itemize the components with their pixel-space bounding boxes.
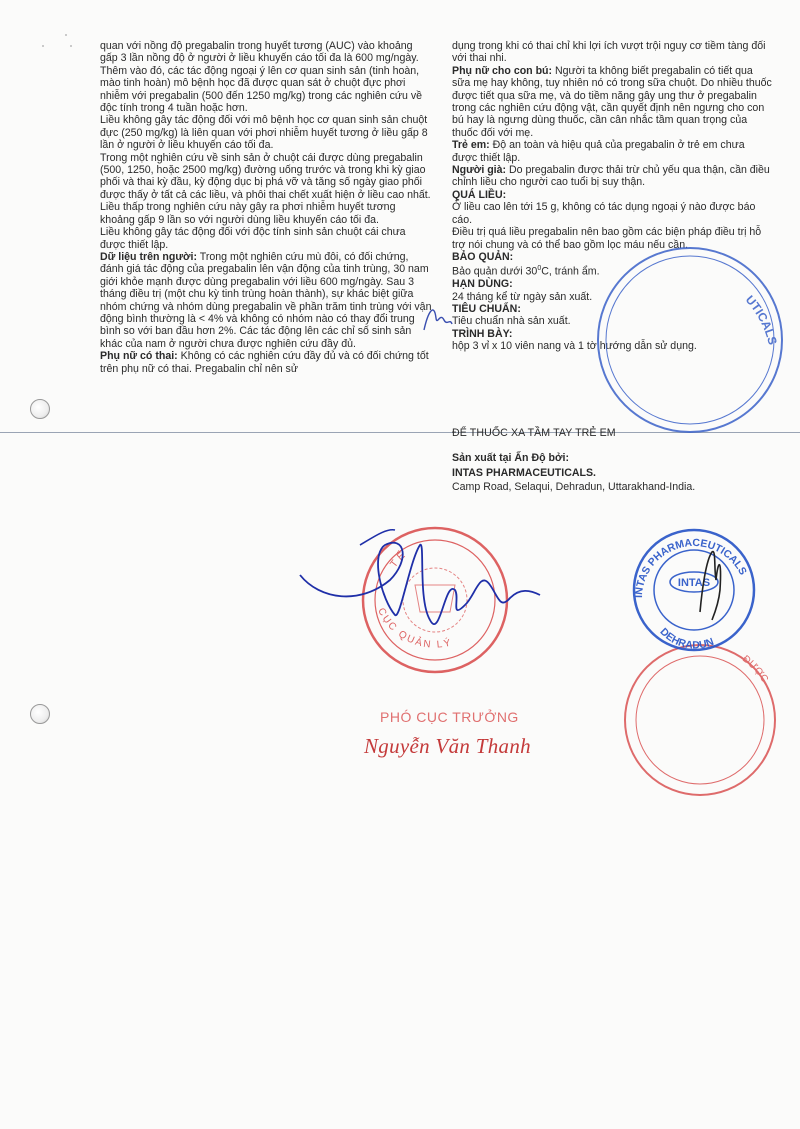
red-edge-textpath: ĐƯỢC: [740, 653, 771, 685]
red-seal-top-textpath: TẾ: [388, 548, 410, 570]
overdose-text-2: Điều trị quá liều pregabalin nên bao gồm các biện pháp điều trị hỗ trợ nói chung và có thể bao gồm lọc máu nếu cần.: [452, 226, 762, 251]
elderly-label: Người già:: [452, 164, 507, 177]
red-seal-bottom-textpath: CỤC QUẢN LÝ: [375, 606, 454, 651]
paragraph-pregnant-cont: dụng trong khi có thai chỉ khi lợi ích vượt trội nguy cơ tiềm tàng đối với thai nhi.: [452, 40, 766, 65]
standard-text: Tiêu chuẩn nhà sản xuất.: [452, 315, 571, 328]
overdose-heading: QUÁ LIỀU:: [452, 188, 507, 201]
intas-stamp-center: INTAS: [677, 577, 711, 589]
human-data-label: Dữ liệu trên người:: [100, 250, 198, 263]
manufacturer-address: Camp Road, Selaqui, Dehradun, Uttarakhand-India.: [452, 481, 696, 493]
manufacturer-label: Sản xuất tại Ấn Độ bởi:: [452, 452, 570, 464]
red-official-seal: [363, 528, 507, 672]
shelf-life-heading: HẠN DÙNG:: [452, 278, 513, 291]
degree-sup: 0: [537, 265, 542, 273]
child-warning: ĐỂ THUỐC XA TẦM TAY TRẺ EM: [452, 427, 616, 439]
paragraph-auc: quan với nồng độ pregabalin trong huyết tương (AUC) vào khoảng gấp 3 lần nồng độ ở người ở liều khuyến cáo tối đa là 600 mg/ngày.: [100, 40, 419, 65]
edge-stamp: [598, 248, 782, 432]
presentation-text: hộp 3 vỉ x 10 viên nang và 1 tờ hướng dẫn sử dụng.: [452, 340, 697, 353]
intas-signature: [700, 552, 721, 620]
overdose-text-1: Ở liều cao lên tới 15 g, không có tác dụng ngoại ý nào được báo cáo.: [452, 201, 756, 226]
human-data-text: Trong một nghiên cứu mù đôi, có đối chứng, đánh giá tác động của pregabalin lên vận động của tinh trùng, 30 nam giới khỏe mạnh được dùng pregabalin với liều 600 mg/ngày. Sau 3 tháng điều trị (một chu kỳ tinh trùng hoàn thành), sự khác biệt giữa nhóm chứng và nhóm dùng pregabalin về phần trăm tinh trùng với vận động bình thường là < 4% và không có nhóm nào có thay đổi trung bình so với ban đầu hơn 2%. Các tác động lên các chỉ số sinh sản khác của nam ở người chưa được nghiên cứu đầy đủ.: [100, 250, 432, 350]
signatory-title: PHÓ CỤC TRƯỞNG: [380, 709, 519, 725]
shelf-life-text: 24 tháng kể từ ngày sản xuất.: [452, 290, 593, 303]
paragraph-female-study: Trong một nghiên cứu về sinh sản ở chuột cái được dùng pregabalin (500, 1250, hoặc 2500 mg/kg) đường uống trước và trong khi kỳ giao phối và thai kỳ đầu, kỳ động dục bị phá vỡ và tăng số ngày giao phối được thấy ở tất cả các liều, và phôi thai chết xuất hiện ở liều cao nhất. Liều thấp trong nghiên cứu này gây ra phơi nhiễm huyết tương khoảng gấp 9 lần so với người dùng liều khuyến cáo tối đa.: [100, 151, 431, 226]
paragraph-male-organs: Thêm vào đó, các tác động ngoại ý lên cơ quan sinh sản (tinh hoàn, mào tinh hoàn) mô bệnh học đã được quan sát ở chuột đực phơi nhiễm với pregabalin (500 đến 1250 mg/kg) trong các nghiên cứu về độc tính trong 4 tuần hoặc hơn.: [100, 64, 423, 115]
manufacturer-name: INTAS PHARMACEUTICALS.: [452, 466, 596, 479]
elderly-text: Do pregabalin được thải trừ chủ yếu qua thận, cần điều chỉnh liều cho người cao tuổi bị suy thận.: [452, 164, 770, 189]
paragraph-no-effect-male: Liều không gây tác động đối với mô bệnh học cơ quan sinh sản chuột đực (250 mg/kg) là liên quan với phơi nhiễm huyết tương ở liều gấp 8 lần ở người ở liều khuyến cáo tối đa.: [100, 114, 428, 152]
red-edge-seal: [625, 645, 775, 795]
pregnant-label: Phụ nữ có thai:: [100, 350, 178, 363]
intas-stamp-bottom-textpath: DEHRADUN: [657, 625, 716, 652]
signatory-name: Nguyễn Văn Thanh: [364, 734, 531, 758]
children-text: Độ an toàn và hiệu quả của pregabalin ở trẻ em chưa được thiết lập.: [452, 139, 745, 164]
storage-heading: BẢO QUẢN:: [452, 250, 514, 263]
paragraph-no-effect-female: Liều không gây tác động đối với độc tính sinh sản chuột cái chưa được thiết lập.: [100, 226, 406, 251]
children-label: Trẻ em:: [452, 139, 490, 152]
storage-text-post: C, tránh ẩm.: [541, 265, 600, 278]
intas-stamp: [633, 530, 754, 652]
intas-stamp-top-textpath: INTAS PHARMACEUTICALS: [632, 536, 749, 599]
edge-stamp-textpath: UTICALS: [742, 292, 780, 347]
presentation-heading: TRÌNH BÀY:: [452, 327, 513, 340]
storage-text-pre: Bảo quản dưới 30: [452, 265, 538, 278]
pregnant-text: Không có các nghiên cứu đầy đủ và có đối chứng tốt trên phụ nữ có thai. Pregabalin chỉ nên sử: [100, 350, 429, 375]
nursing-text: Người ta không biết pregabalin có tiết qua sữa mẹ hay không, tuy nhiên nó có trong sữa chuột. Do nhiều thuốc được tiết qua sữa mẹ, và do tiềm năng gây ung thư ở pregabalin trong các nghiên cứu động vật, cần quyết định nên ngưng cho con bú hay là ngưng dùng thuốc, cần cân nhắc tầm quan trọng của thuốc đối với mẹ.: [452, 64, 772, 139]
nursing-label: Phụ nữ cho con bú:: [452, 64, 553, 77]
initials-mark: [424, 310, 452, 330]
standard-heading: TIÊU CHUẨN:: [452, 303, 521, 316]
